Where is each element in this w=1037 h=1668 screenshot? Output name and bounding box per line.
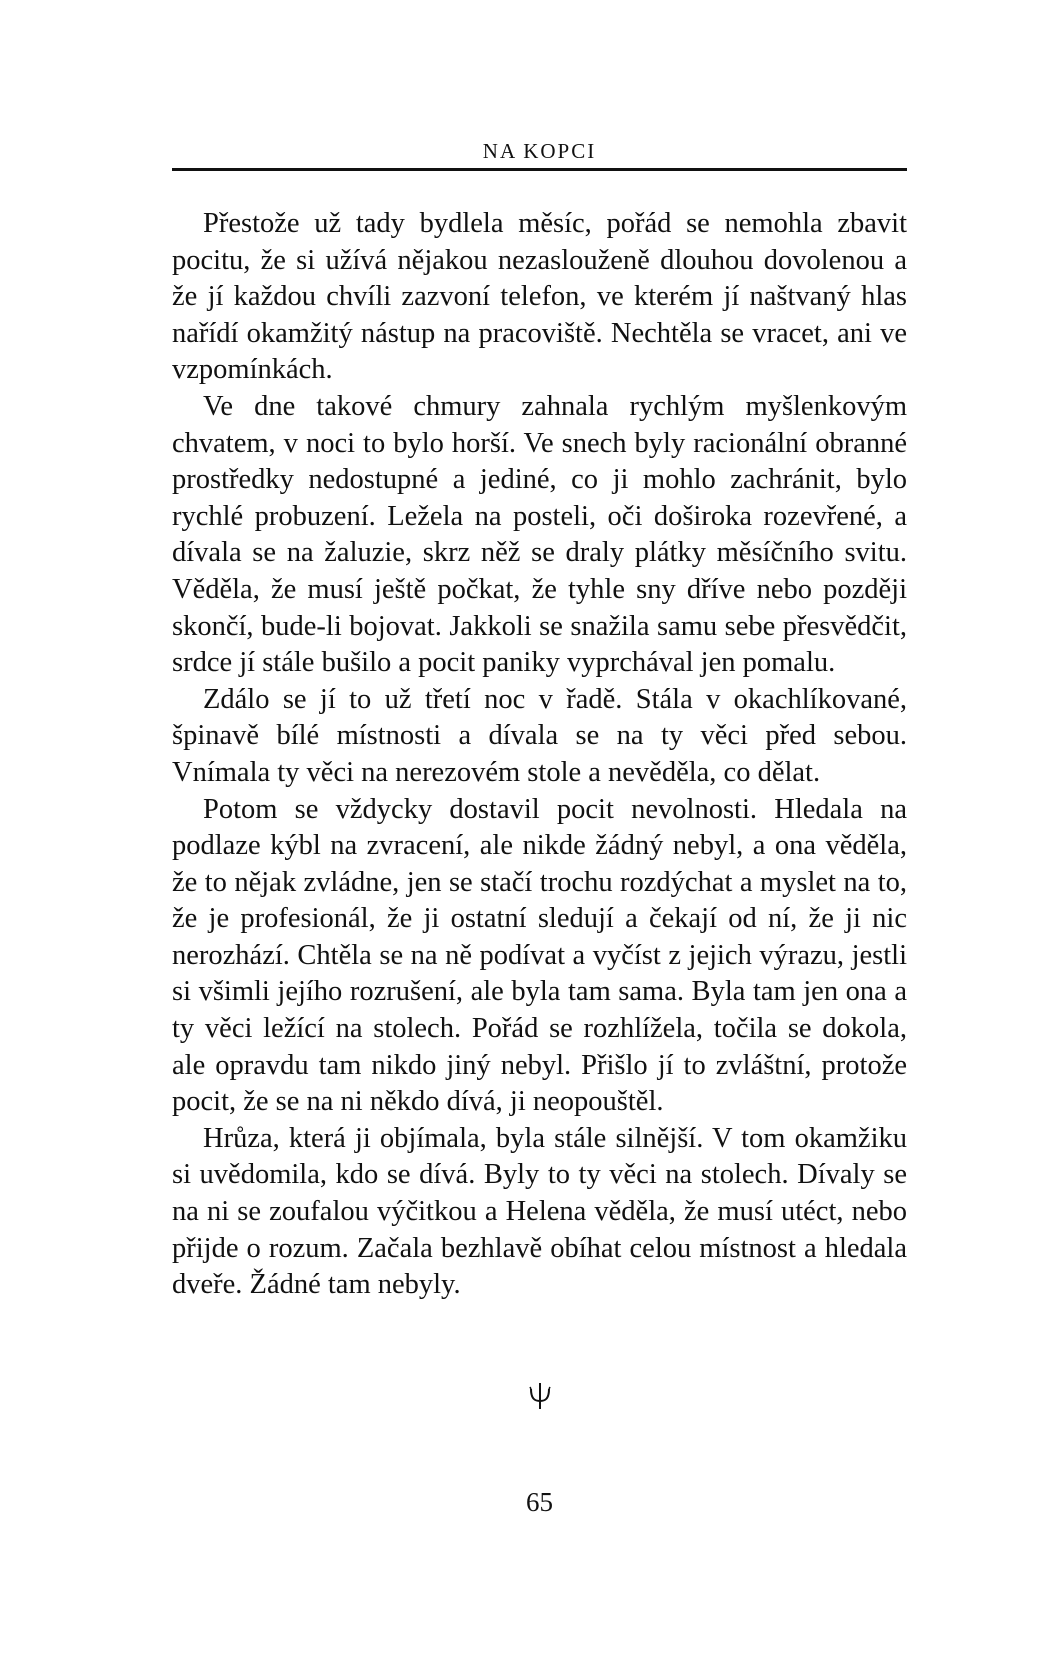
page-number: 65 — [526, 1487, 553, 1517]
paragraph-1: Přestože už tady bydlela měsíc, pořád se nemohla zbavit pocitu, že si užívá nějakou nezaslouženě dlouhou dovolenou a že jí každou chvíli zazvoní telefon, ve kterém jí naštvaný hlas nařídí okamžitý nástup na pracoviště. Nechtěla se vracet, ani ve vzpomínkách. — [172, 208, 907, 386]
body-text — [172, 206, 907, 1304]
paragraph-2: Ve dne takové chmury zahnala rychlým myšlenkovým chvatem, v noci to bylo horší. Ve snech byly racionální obranné prostředky nedostupné a jediné, co ji mohlo zachránit, bylo rychlé probuzení. Ležela na posteli, oči doširoka rozevřené, a dívala se na žaluzie, skrz něž se draly plátky měsíčního svitu. Věděla, že musí ještě počkat, že tyhle sny dříve nebo později skončí, bude-li bojovat. Jakkoli se snažila samu sebe přesvědčit, srdce jí stále bušilo a pocit paniky vyprchával jen pomalu. — [172, 390, 907, 679]
paragraph-4: Potom se vždycky dostavil pocit nevolnosti. Hledala na podlaze kýbl na zvracení, ale nikde žádný nebyl, a ona věděla, že to nějak zvládne, jen se stačí trochu rozdýchat a myslet na to, že je profesionál, že ji ostatní sledují a čekají od ní, že ji nic nerozhází. Chtěla se na ně podívat a vyčíst z jejich výrazu, jestli si všimli jejího rozrušení, ale byla tam sama. Byla tam jen ona a ty věci ležící na stolech. Pořád se rozhlížela, točila se dokola, ale opravdu tam nikdo jiný nebyl. Přišlo jí to zvláštní, protože pocit, že se na ni někdo dívá, ji neopouštěl. — [172, 793, 907, 1118]
header-rule — [172, 168, 907, 171]
psi-ornament-icon — [529, 1381, 551, 1411]
section-ornament — [172, 1380, 907, 1411]
paragraph-5: Hrůza, která ji objímala, byla stále silnější. V tom okamžiku si uvědomila, kdo se dívá. Byly to ty věci na stolech. Dívaly se na ni se zoufalou výčitkou a Helena věděla, že musí utéct, nebo přijde o rozum. Začala bezhlavě obíhat celou místnost a hledala dveře. Žádné tam nebyly. — [172, 1122, 907, 1301]
running-head: NA KOPCI — [482, 139, 597, 163]
paragraph-3: Zdálo se jí to už třetí noc v řadě. Stála v okachlíkované, špinavě bílé místnosti a dívala se na ty věci před sebou. Vnímala ty věci na nerezovém stole a nevěděla, co dělat. — [172, 683, 907, 788]
